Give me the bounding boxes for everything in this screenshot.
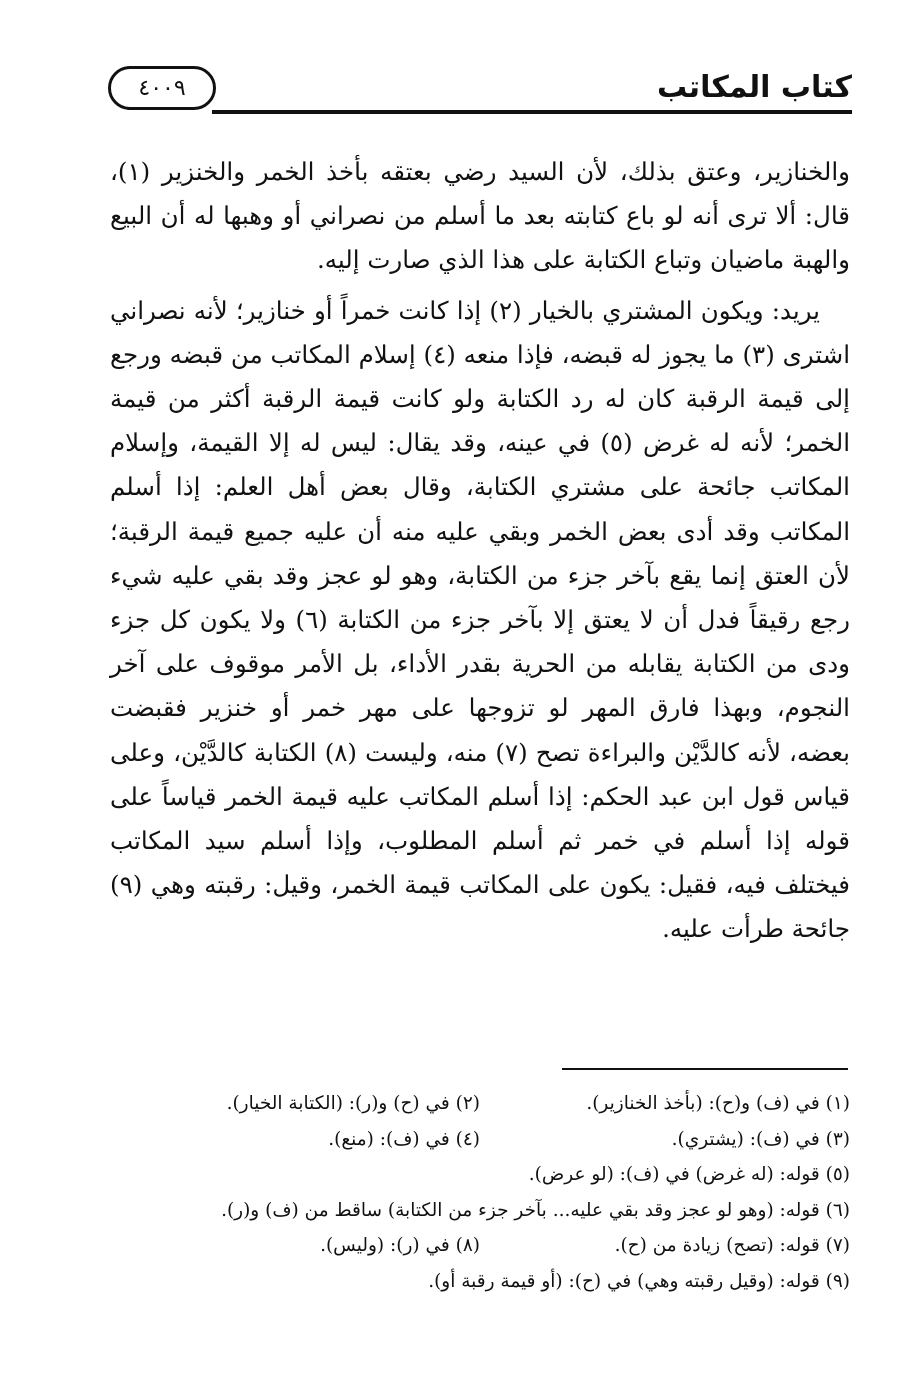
footnote-5: (٥) قوله: (له غرض) في (ف): (لو عرض).: [528, 1164, 850, 1185]
footnote-2: (٢) في (ح) و(ر): (الكتابة الخيار).: [226, 1093, 480, 1114]
footnote-row: [110, 1157, 850, 1193]
paragraph-2: يريد: ويكون المشتري بالخيار (٢) إذا كانت خمراً أو خنازير؛ لأنه نصراني اشترى (٣) ما يجوز له قبضه، فإذا منعه (٤) إسلام المكاتب من قبضه ورجع إلى قيمة الرقبة كان له رد الكتابة ولو كانت قيمة الرقبة أكثر من قيمة الخمر؛ لأنه له غرض (٥) في عينه، وقد يقال: ليس له إلا القيمة، وإسلام المكاتب جائحة على مشتري الكتابة، وقال بعض أهل العلم: إذا أسلم المكاتب وقد أدى بعض الخمر وبقي عليه منه أن عليه جميع قيمة الرقبة؛ لأن العتق إنما يقع بآخر جزء من الكتابة، وهو لو عجز وقد بقي عليه شيء رجع رقيقاً فدل أن لا يعتق إلا بآخر جزء من الكتابة (٦) ولا يكون كل جزء ودى من الكتابة يقابله من الحرية بقدر الأداء، بل الأمر موقوف على آخر النجوم، وبهذا فارق المهر لو تزوجها على مهر خمر أو خنزير فقبضت بعضه، لأنه كالدَّيْن والبراءة تصح (٧) منه، وليست (٨) الكتابة كالدَّيْن، وعلى قياس قول ابن عبد الحكم: إذا أسلم المكاتب عليه قيمة الخمر قياساً على قوله إذا أسلم في خمر ثم أسلم المطلوب، وإذا أسلم سيد المكاتب فيختلف فيه، فقيل: يكون على المكاتب قيمة الخمر، وقيل: رقبته وهي (٩) جائحة طرأت عليه.: [110, 295, 850, 944]
footnote-3: (٣) في (ف): (يشتري).: [671, 1128, 850, 1150]
header-rule: [212, 110, 852, 114]
footnote-4: (٤) في (ف): (منع).: [328, 1128, 480, 1150]
footnote-1: (١) في (ف) و(ح): (بأخذ الخنازير).: [586, 1093, 850, 1114]
chapter-title: كتاب المكاتب: [657, 70, 852, 105]
page-number: ٤٠٠٩: [138, 75, 186, 101]
page-header: [108, 62, 852, 118]
footnote-8: (٨) في (ر): (وليس).: [320, 1235, 480, 1256]
body-text: [110, 150, 850, 952]
paragraph-1: والخنازير، وعتق بذلك، لأن السيد رضي بعتقه بأخذ الخمر والخنزير (١)، قال: ألا ترى أنه لو باع كتابته بعد ما أسلم من نصراني أو وهبها له أن البيع والهبة ماضيان وتباع الكتابة على هذا الذي صارت إليه.: [110, 157, 850, 275]
footnote-row: [110, 1193, 850, 1229]
footnote-row: [110, 1228, 850, 1264]
footnote-6: (٦) قوله: (وهو لو عجز وقد بقي عليه... بآخر جزء من الكتابة) ساقط من (ف) و(ر).: [221, 1199, 850, 1221]
page-number-badge: [108, 66, 216, 110]
footnote-row: [110, 1264, 850, 1300]
footnote-separator: [562, 1068, 848, 1070]
footnote-7: (٧) قوله: (تصح) زيادة من (ح).: [614, 1235, 850, 1256]
footnote-row: [110, 1086, 850, 1122]
footnote-row: [110, 1122, 850, 1158]
footnotes: [110, 1086, 850, 1299]
footnote-9: (٩) قوله: (وقيل رقبته وهي) في (ح): (أو قيمة رقبة أو).: [428, 1270, 850, 1292]
